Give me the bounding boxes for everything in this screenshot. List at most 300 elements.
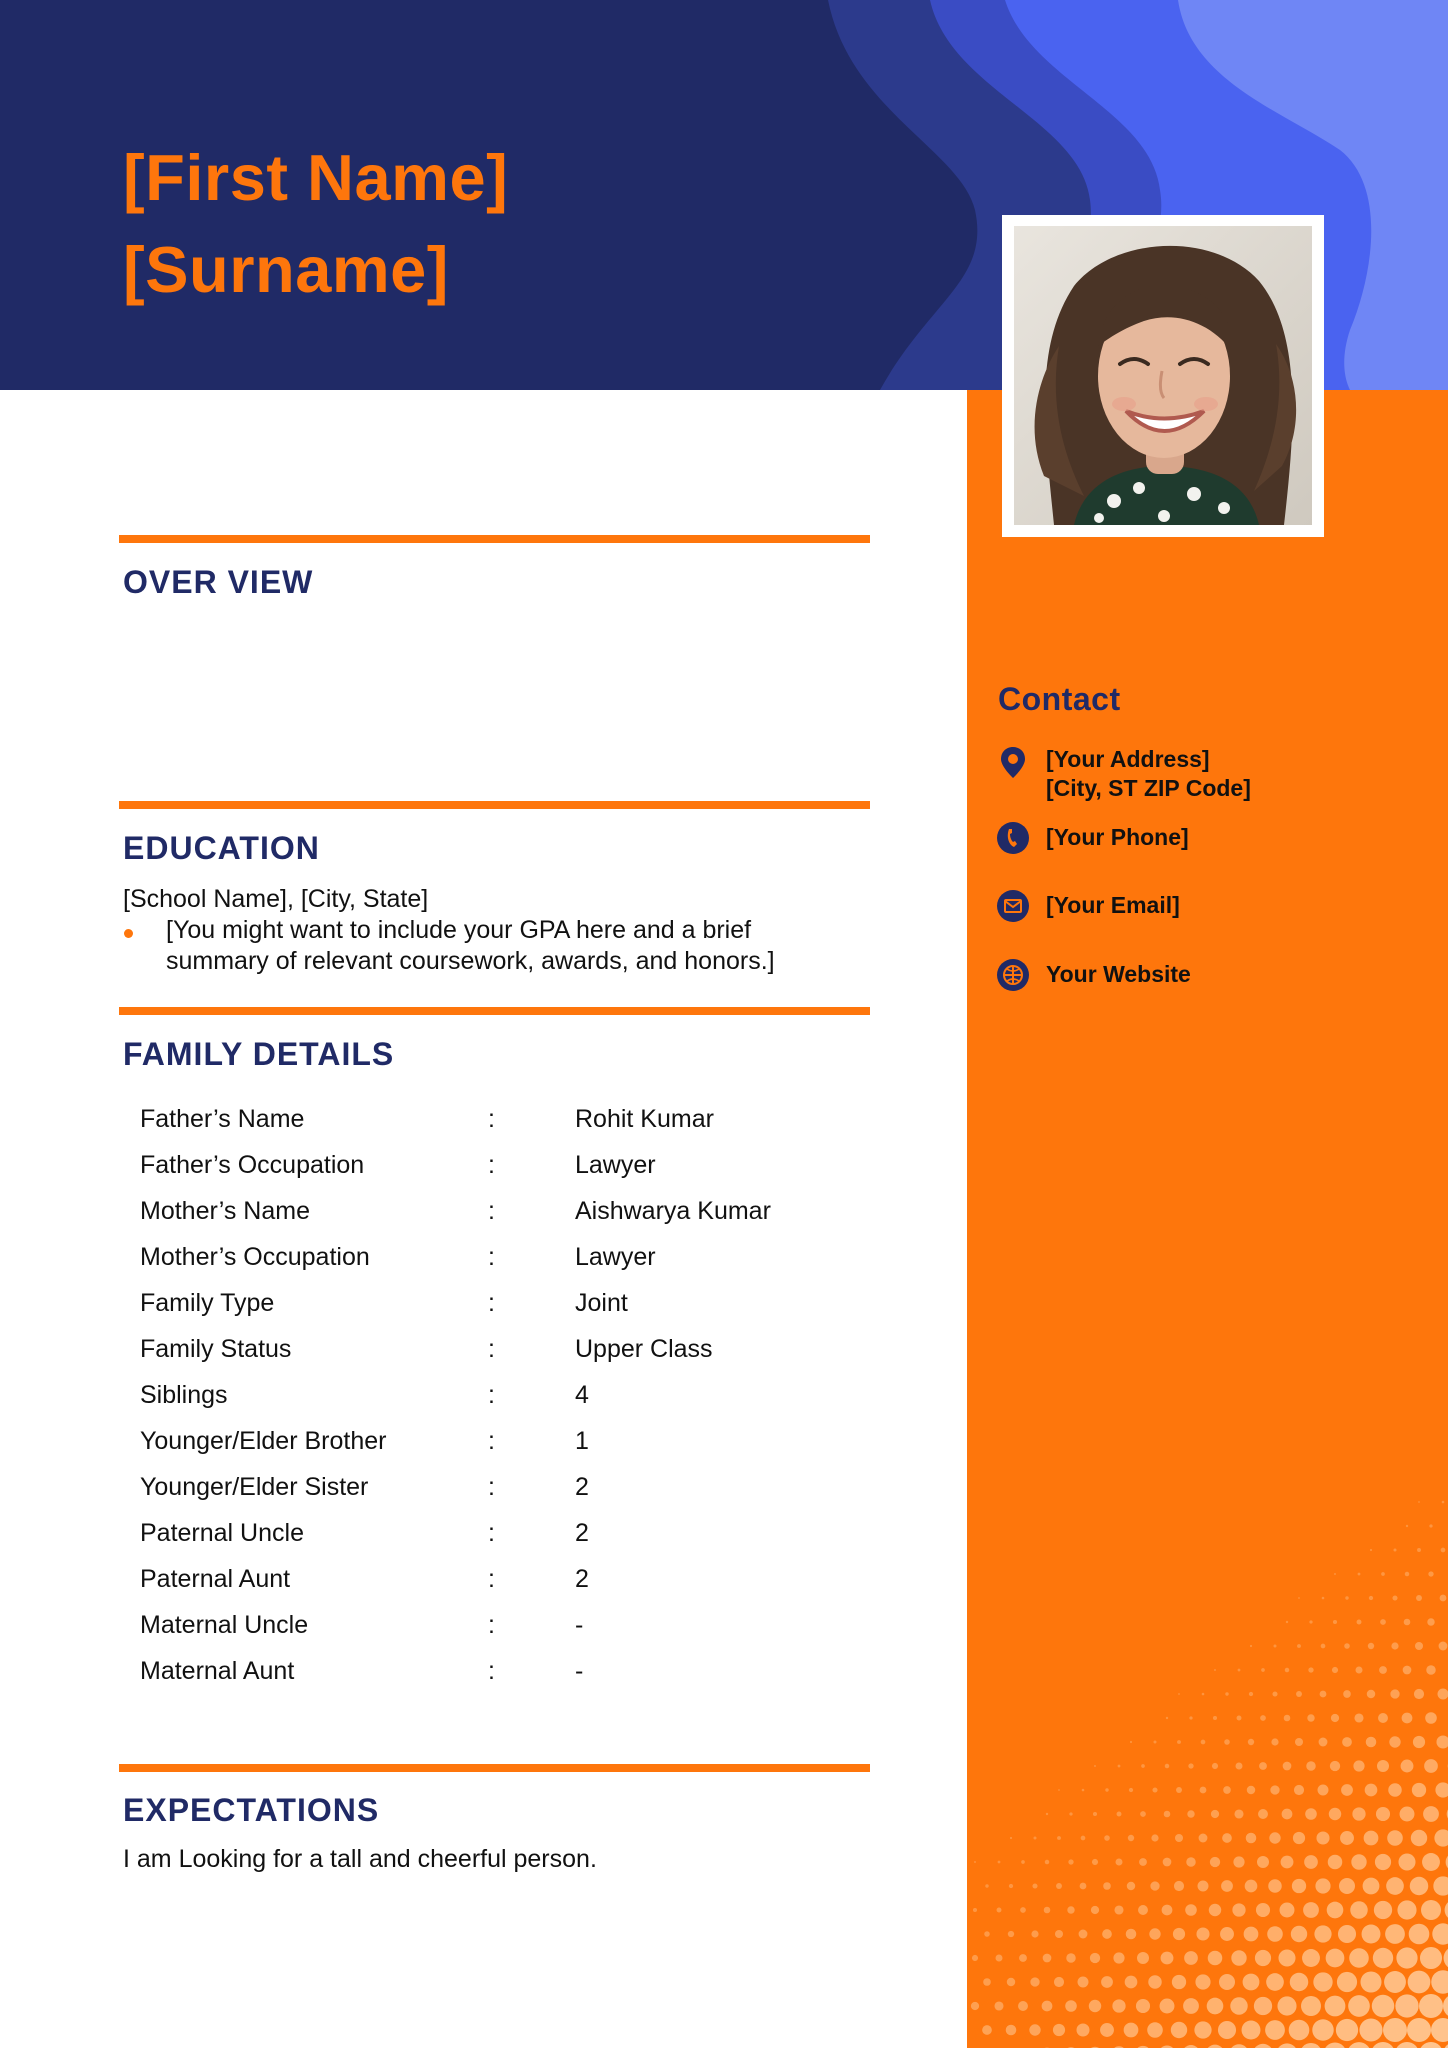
halftone-dot — [1079, 1930, 1088, 1939]
halftone-dot — [1138, 1905, 1148, 1915]
halftone-dot — [1417, 1548, 1421, 1552]
halftone-dot — [983, 1978, 991, 1986]
family-row-separator: : — [488, 1426, 495, 1455]
halftone-dot — [1386, 1877, 1404, 1895]
halftone-dot — [1324, 2043, 1347, 2048]
halftone-dot — [1137, 1952, 1149, 1964]
halftone-dot — [1320, 1691, 1327, 1698]
halftone-dot — [1338, 1925, 1356, 1943]
halftone-dot — [1431, 2018, 1448, 2042]
halftone-dot — [1101, 1976, 1113, 1988]
halftone-dot — [1306, 1761, 1316, 1771]
halftone-dot — [1200, 1787, 1207, 1794]
halftone-dot — [1313, 1972, 1332, 1991]
halftone-dot — [1400, 1807, 1415, 1822]
halftone-dot — [1229, 2044, 1249, 2048]
halftone-dot — [1242, 2021, 1261, 2040]
halftone-dot — [1407, 2018, 1431, 2042]
family-row-value: Joint — [575, 1288, 628, 1317]
halftone-dot — [1284, 1715, 1291, 1722]
halftone-dot — [1375, 1854, 1391, 1870]
halftone-dot — [1236, 1763, 1243, 1770]
family-row-label: Paternal Uncle — [140, 1518, 304, 1547]
halftone-dot — [1369, 1596, 1373, 1600]
halftone-dot — [1424, 1759, 1438, 1773]
halftone-dot — [1093, 1812, 1097, 1816]
halftone-dot — [1362, 1925, 1381, 1944]
halftone-dot — [1344, 1643, 1350, 1649]
halftone-dot — [1278, 1949, 1295, 1966]
halftone-dot — [1445, 1900, 1448, 1921]
halftone-dot — [1173, 1928, 1185, 1940]
halftone-dot — [1391, 1642, 1398, 1649]
family-row-label: Father’s Occupation — [140, 1150, 365, 1179]
family-row — [140, 1234, 771, 1280]
family-row-label: Family Status — [140, 1334, 292, 1363]
halftone-dot — [1129, 1788, 1133, 1792]
halftone-dot — [1199, 1834, 1208, 1843]
halftone-dot — [1237, 1716, 1242, 1721]
halftone-dot — [1076, 2023, 1089, 2036]
globe-icon — [996, 958, 1030, 992]
halftone-dot — [1273, 1644, 1276, 1647]
halftone-dot — [1105, 1788, 1108, 1791]
halftone-dot — [1409, 1924, 1430, 1945]
halftone-dot — [1289, 2020, 1310, 2041]
halftone-dot — [1431, 1970, 1448, 1994]
halftone-dot — [1376, 1807, 1390, 1821]
family-row-separator: : — [488, 1564, 495, 1593]
family-row — [140, 1096, 771, 1142]
halftone-dot — [1234, 1809, 1243, 1818]
halftone-dot — [1395, 1994, 1418, 2017]
halftone-dot — [1300, 2043, 1322, 2048]
halftone-dot — [1238, 1669, 1241, 1672]
halftone-dot — [1414, 1689, 1424, 1699]
halftone-dot — [1443, 2042, 1448, 2048]
halftone-dot — [1345, 1596, 1348, 1599]
halftone-dot — [985, 1884, 988, 1887]
halftone-dot — [1233, 1856, 1244, 1867]
halftone-dot — [1392, 1595, 1397, 1600]
halftone-dot — [1224, 1739, 1230, 1745]
halftone-dot — [1029, 2024, 1040, 2035]
family-row-value: 4 — [575, 1380, 589, 1409]
family-row — [140, 1464, 771, 1510]
halftone-dot — [1214, 1669, 1216, 1671]
halftone-dot — [1410, 1877, 1429, 1896]
halftone-dot — [1149, 1928, 1160, 1939]
halftone-dot — [1210, 1857, 1220, 1867]
family-row-value: Aishwarya Kumar — [575, 1196, 771, 1225]
halftone-dot — [1328, 1855, 1343, 1870]
halftone-dot — [972, 1955, 978, 1961]
first-name: [First Name] — [123, 141, 509, 214]
family-row-value: Lawyer — [575, 1242, 656, 1271]
halftone-dot — [1007, 1978, 1015, 1986]
halftone-dot — [1136, 1999, 1150, 2013]
halftone-dot — [1374, 1901, 1392, 1919]
halftone-dot — [1268, 1879, 1282, 1893]
halftone-dot — [1325, 1996, 1346, 2017]
halftone-dot — [1370, 1549, 1372, 1551]
halftone-dot — [1355, 1666, 1362, 1673]
halftone-dot — [1187, 1810, 1194, 1817]
halftone-dot — [1221, 1880, 1233, 1892]
halftone-dot — [1444, 1947, 1448, 1970]
halftone-dot — [1198, 1881, 1209, 1892]
halftone-dot — [1186, 1857, 1196, 1867]
halftone-dot — [1163, 1858, 1172, 1867]
halftone-dot — [1408, 1971, 1431, 1994]
halftone-dot — [1103, 1882, 1111, 1890]
halftone-dot — [1436, 1735, 1448, 1748]
halftone-dot — [1056, 1883, 1062, 1889]
halftone-dot — [984, 1931, 990, 1937]
halftone-dot — [1421, 1900, 1441, 1920]
halftone-dot — [1116, 1859, 1123, 1866]
halftone-dot — [1395, 2042, 1419, 2048]
halftone-dot — [1439, 1642, 1448, 1651]
family-row-separator: : — [488, 1242, 495, 1271]
family-row — [140, 1280, 771, 1326]
halftone-dot — [1089, 2000, 1101, 2012]
halftone-dot — [1280, 1903, 1295, 1918]
halftone-dot — [1405, 1572, 1410, 1577]
halftone-dot — [1058, 1789, 1060, 1791]
halftone-dot — [1090, 1953, 1100, 1963]
halftone-dot — [1277, 1996, 1296, 2015]
halftone-dot — [1231, 1950, 1246, 1965]
halftone-dot — [1281, 1856, 1294, 1869]
halftone-dot — [1211, 1810, 1219, 1818]
halftone-dot — [1364, 1831, 1379, 1846]
halftone-dot — [971, 2002, 979, 2010]
education-bullet-text: [You might want to include your GPA here and a brief summary of relevant coursework, awards, and honors.] — [166, 916, 775, 975]
halftone-dot — [1354, 1713, 1363, 1722]
family-details-table — [140, 1096, 771, 1694]
halftone-dot — [1031, 1930, 1038, 1937]
halftone-dot — [1322, 1597, 1325, 1600]
halftone-dot — [1201, 1740, 1206, 1745]
halftone-dot — [1202, 1693, 1205, 1696]
family-row-label: Mother’s Name — [140, 1196, 310, 1225]
halftone-dot — [1256, 1903, 1270, 1917]
halftone-dot — [1213, 1716, 1217, 1720]
halftone-dot — [1265, 2020, 1285, 2040]
halftone-dot — [1360, 1971, 1381, 1992]
education-heading: EDUCATION — [123, 830, 320, 866]
halftone-dot — [1359, 2018, 1382, 2041]
halftone-dot — [1220, 1927, 1234, 1941]
halftone-dot — [1104, 1835, 1110, 1841]
halftone-dot — [1043, 1954, 1052, 1963]
family-row-label: Family Type — [140, 1288, 275, 1317]
halftone-dot — [1373, 1948, 1393, 1968]
halftone-dot — [1112, 1999, 1125, 2012]
halftone-dot — [1044, 1907, 1051, 1914]
halftone-dot — [1434, 1829, 1448, 1846]
halftone-dot — [1033, 1836, 1036, 1839]
halftone-dot — [1151, 1834, 1158, 1841]
halftone-dot — [1358, 1573, 1361, 1576]
halftone-dot — [1347, 2042, 1371, 2048]
halftone-dot — [1006, 2025, 1017, 2036]
family-row-value: 2 — [575, 1564, 589, 1593]
overview-heading: OVER VIEW — [123, 564, 314, 600]
halftone-dot — [1301, 1996, 1321, 2016]
halftone-dot — [1428, 1571, 1433, 1576]
family-row-value: 2 — [575, 1518, 589, 1547]
contact-email-text: [Your Email] — [1046, 892, 1180, 918]
halftone-dot — [1378, 1713, 1388, 1723]
halftone-dot — [1342, 1737, 1352, 1747]
halftone-dot — [1315, 1878, 1330, 1893]
halftone-dot — [1176, 1787, 1182, 1793]
family-row — [140, 1510, 771, 1556]
halftone-dot — [1318, 1785, 1329, 1796]
halftone-dot — [1435, 1782, 1448, 1797]
halftone-dot — [1371, 2042, 1395, 2048]
halftone-dot — [1125, 1976, 1138, 1989]
halftone-dot — [973, 1908, 977, 1912]
halftone-dot — [1245, 1880, 1258, 1893]
halftone-dot — [1406, 1525, 1408, 1527]
halftone-dot — [1126, 1929, 1137, 1940]
halftone-dot — [1276, 2043, 1297, 2048]
halftone-dot — [1372, 1995, 1395, 2018]
halftone-dot — [1333, 1620, 1337, 1624]
halftone-dot — [1393, 1548, 1396, 1551]
halftone-dot — [1433, 1876, 1448, 1895]
halftone-dot — [1113, 1952, 1124, 1963]
halftone-dot — [1272, 1691, 1277, 1696]
profile-photo — [1014, 226, 1312, 525]
halftone-dot — [1285, 1668, 1290, 1673]
halftone-dot — [1413, 1736, 1425, 1748]
halftone-dot — [1053, 2024, 1065, 2036]
halftone-dot — [1207, 1998, 1224, 2015]
halftone-dot — [1384, 1971, 1406, 1993]
halftone-dot — [1327, 1902, 1344, 1919]
halftone-dot — [1303, 1902, 1319, 1918]
halftone-dot — [1426, 1665, 1436, 1675]
halftone-dot — [1067, 1906, 1074, 1913]
education-bullet-marker — [124, 929, 133, 938]
halftone-dot — [1438, 1689, 1448, 1700]
halftone-dot — [1390, 1689, 1399, 1698]
halftone-dot — [1247, 1786, 1255, 1794]
halftone-dot — [1020, 1907, 1026, 1913]
halftone-dot — [1387, 1830, 1403, 1846]
halftone-dot — [1329, 1808, 1341, 1820]
halftone-dot — [1219, 1974, 1235, 1990]
halftone-dot — [1114, 1905, 1123, 1914]
halftone-dot — [1225, 1692, 1228, 1695]
halftone-dot — [1259, 1762, 1267, 1770]
halftone-dot — [998, 1861, 1001, 1864]
email-icon — [996, 889, 1030, 923]
halftone-dot — [1298, 1597, 1300, 1599]
halftone-dot — [1177, 1740, 1181, 1744]
halftone-dot — [1304, 1855, 1318, 1869]
contact-sidebar — [967, 390, 1448, 2048]
halftone-dot — [1183, 1998, 1199, 2014]
halftone-dot — [1164, 1811, 1171, 1818]
halftone-dot — [1295, 1738, 1303, 1746]
family-row — [140, 1142, 771, 1188]
halftone-dot — [1150, 1881, 1159, 1890]
family-row-label: Maternal Uncle — [140, 1610, 309, 1639]
halftone-dot — [1368, 1643, 1374, 1649]
halftone-dot — [1316, 1831, 1329, 1844]
halftone-dot — [974, 1861, 976, 1863]
halftone-dot — [1054, 1977, 1064, 1987]
halftone-dot — [1388, 1783, 1402, 1797]
halftone-dot — [1246, 1833, 1257, 1844]
halftone-dot — [1140, 1811, 1146, 1817]
halftone-dot — [1282, 1809, 1293, 1820]
halftone-dot — [1124, 2023, 1139, 2038]
halftone-dot — [1232, 1903, 1245, 1916]
halftone-dot — [1160, 1999, 1175, 2014]
halftone-dot — [1118, 1765, 1121, 1768]
halftone-dot — [1042, 2001, 1053, 2012]
halftone-dot — [1209, 1904, 1221, 1916]
halftone-dot — [997, 1908, 1002, 1913]
halftone-dot — [1165, 1764, 1170, 1769]
halftone-dot — [1018, 2001, 1028, 2011]
halftone-dot — [1418, 1501, 1420, 1503]
halftone-dot — [1271, 1738, 1278, 1745]
halftone-dot — [1188, 1763, 1193, 1768]
halftone-dot — [1128, 1835, 1134, 1841]
halftone-dot — [1283, 1762, 1292, 1771]
contact-address-line2: [City, ST ZIP Code] — [1046, 775, 1251, 801]
halftone-dot — [1153, 1740, 1156, 1743]
halftone-dot — [1161, 1952, 1174, 1965]
halftone-dot — [1032, 1883, 1037, 1888]
halftone-dot — [1336, 2019, 1358, 2041]
halftone-dot — [1419, 2042, 1443, 2048]
surname: [Surname] — [123, 233, 449, 306]
halftone-dot — [1100, 2023, 1114, 2037]
halftone-dot — [1253, 2044, 1273, 2048]
halftone-dot — [1337, 1972, 1357, 1992]
halftone-dot — [1343, 1690, 1351, 1698]
halftone-dot — [1302, 1949, 1320, 1967]
halftone-dot — [1057, 1836, 1061, 1840]
halftone-dot — [1194, 2021, 1211, 2038]
halftone-dot — [1222, 1833, 1232, 1843]
halftone-dot — [1230, 1997, 1247, 2014]
halftone-dot — [1380, 1619, 1386, 1625]
halftone-dot — [1148, 1975, 1161, 1988]
halftone-dot — [1244, 1927, 1259, 1942]
halftone-dot — [1331, 1714, 1339, 1722]
halftone-dot — [1411, 1830, 1427, 1846]
halftone-dot — [1349, 1948, 1369, 1968]
halftone-dot — [1314, 1925, 1331, 1942]
halftone-dot — [1172, 1975, 1186, 1989]
expectations-heading: EXPECTATIONS — [123, 1792, 380, 1828]
family-row-separator: : — [488, 1518, 495, 1547]
halftone-dot — [1319, 1738, 1328, 1747]
halftone-dot — [1381, 1572, 1385, 1576]
halftone-dot — [1250, 1645, 1252, 1647]
halftone-dot — [1339, 1878, 1355, 1894]
halftone-dot — [1443, 1994, 1448, 2018]
halftone-dot — [1401, 1760, 1414, 1773]
contact-phone-text: [Your Phone] — [1046, 824, 1189, 850]
family-row-label: Paternal Aunt — [140, 1564, 291, 1593]
halftone-dot — [1389, 1736, 1400, 1747]
halftone-dot — [1068, 1859, 1073, 1864]
expectations-divider — [119, 1764, 870, 1772]
halftone-dot — [1189, 1716, 1192, 1719]
halftone-dot — [1260, 1715, 1266, 1721]
halftone-dot — [1351, 1854, 1366, 1869]
halftone-dot — [1296, 1691, 1302, 1697]
halftone-dot — [1348, 1995, 1370, 2017]
halftone-dot — [1416, 1595, 1422, 1601]
halftone-dot — [1309, 1620, 1312, 1623]
halftone-dot — [1419, 1994, 1443, 2018]
halftone-dot — [1196, 1927, 1209, 1940]
halftone-dot — [1357, 1620, 1362, 1625]
family-row — [140, 1372, 771, 1418]
halftone-dot — [1427, 1618, 1434, 1625]
halftone-dot — [1293, 1832, 1305, 1844]
halftone-dot — [1290, 1973, 1309, 1992]
halftone-dot — [1363, 1878, 1380, 1895]
halftone-dot — [1166, 1717, 1168, 1719]
family-row — [140, 1602, 771, 1648]
family-row-separator: : — [488, 1334, 495, 1363]
halftone-dot — [1404, 1619, 1411, 1626]
halftone-dot — [1258, 1809, 1268, 1819]
halftone-dot-decoration — [967, 1470, 1448, 2048]
halftone-dot — [1365, 1784, 1378, 1797]
expectations-text: I am Looking for a tall and cheerful person. — [123, 1845, 597, 1873]
halftone-dot — [1008, 1931, 1014, 1937]
halftone-dot — [1294, 1785, 1304, 1795]
family-row-separator: : — [488, 1288, 495, 1317]
halftone-dot — [1308, 1667, 1313, 1672]
halftone-dot — [1286, 1621, 1288, 1623]
halftone-dot — [1141, 1764, 1145, 1768]
halftone-dot — [1432, 1923, 1448, 1944]
family-row-separator: : — [488, 1610, 495, 1639]
halftone-dot — [1396, 1947, 1417, 1968]
halftone-dot — [1269, 1832, 1280, 1843]
halftone-dot — [1291, 1926, 1307, 1942]
halftone-dot — [1257, 1856, 1269, 1868]
halftone-dot — [1420, 1947, 1442, 1969]
halftone-dot — [1440, 1595, 1447, 1602]
halftone-dot — [1152, 1787, 1157, 1792]
halftone-dot — [1397, 1900, 1416, 1919]
family-divider — [119, 1007, 870, 1015]
family-row-label: Father’s Name — [140, 1104, 305, 1133]
family-row — [140, 1556, 771, 1602]
family-row-label: Siblings — [140, 1380, 228, 1409]
halftone-dot — [1330, 1761, 1340, 1771]
family-row-value: Lawyer — [575, 1150, 656, 1179]
halftone-dot — [1055, 1930, 1063, 1938]
halftone-dot — [1297, 1644, 1301, 1648]
family-row-value: Rohit Kumar — [575, 1104, 714, 1133]
